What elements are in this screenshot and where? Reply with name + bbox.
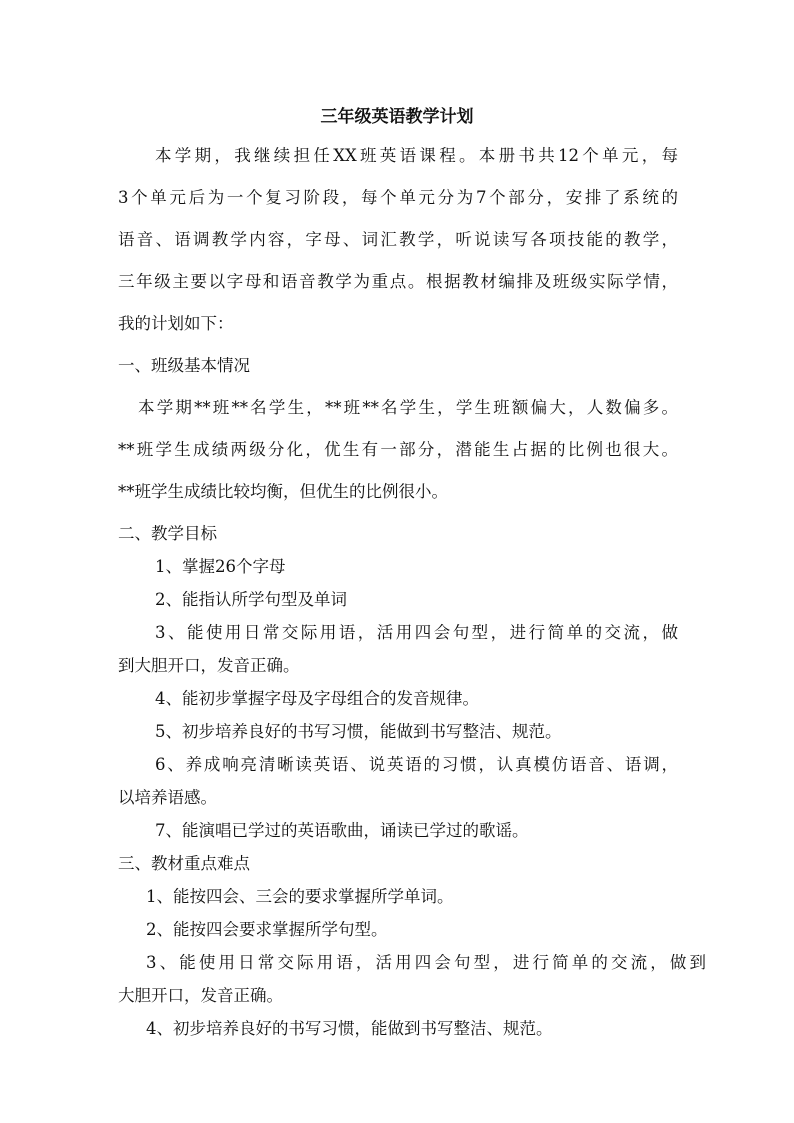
goal-item: 2、能指认所学句型及单词 [155, 590, 347, 609]
key-point-item: 1、能按四会、三会的要求掌握所学单词。 [146, 887, 454, 906]
document-title: 三年级英语教学计划 [320, 107, 474, 127]
intro-line: 我的计划如下： [118, 314, 234, 333]
key-point-item: 2、能按四会要求掌握所学句型。 [146, 920, 388, 939]
document-body [118, 145, 706, 1040]
goal-item: 以培养语感。 [118, 788, 217, 807]
intro-line: 本学期，我继续担任XX班英语课程。本册书共12个单元，每 [155, 146, 678, 165]
goal-item: 到大胆开口，发音正确。 [118, 656, 300, 675]
section-heading: 一、班级基本情况 [118, 356, 250, 375]
section-line: **班学生成绩比较均衡，但优生的比例很小。 [118, 482, 448, 501]
goal-item: 5、初步培养良好的书写习惯，能做到书写整洁、规范。 [155, 722, 562, 741]
goal-item: 6、养成响亮清晰读英语、说英语的习惯，认真模仿语音、语调， [155, 755, 678, 774]
intro-line: 3个单元后为一个复习阶段，每个单元分为7个部分，安排了系统的 [118, 188, 678, 207]
section-heading: 三、教材重点难点 [118, 854, 250, 873]
goal-item: 7、能演唱已学过的英语歌曲，诵读已学过的歌谣。 [155, 821, 529, 840]
goal-item: 4、能初步掌握字母及字母组合的发音规律。 [155, 689, 479, 708]
intro-line: 三年级主要以字母和语音教学为重点。根据教材编排及班级实际学情， [118, 272, 678, 291]
key-point-item: 大胆开口，发音正确。 [118, 986, 283, 1005]
key-point-item: 3、能使用日常交际用语，活用四会句型，进行简单的交流，做到 [146, 953, 706, 972]
goal-item: 1、掌握26个字母 [155, 557, 286, 576]
section-heading: 二、教学目标 [118, 524, 217, 543]
section-line: **班学生成绩两级分化，优生有一部分，潜能生占据的比例也很大。 [118, 440, 678, 459]
key-point-item: 4、初步培养良好的书写习惯，能做到书写整洁、规范。 [146, 1019, 553, 1038]
intro-line: 语音、语调教学内容，字母、词汇教学，听说读写各项技能的教学， [118, 230, 678, 249]
section-line: 本学期**班**名学生，**班**名学生，学生班额偏大，人数偏多。 [138, 398, 678, 417]
goal-item: 3、能使用日常交际用语，活用四会句型，进行简单的交流，做 [155, 623, 678, 642]
